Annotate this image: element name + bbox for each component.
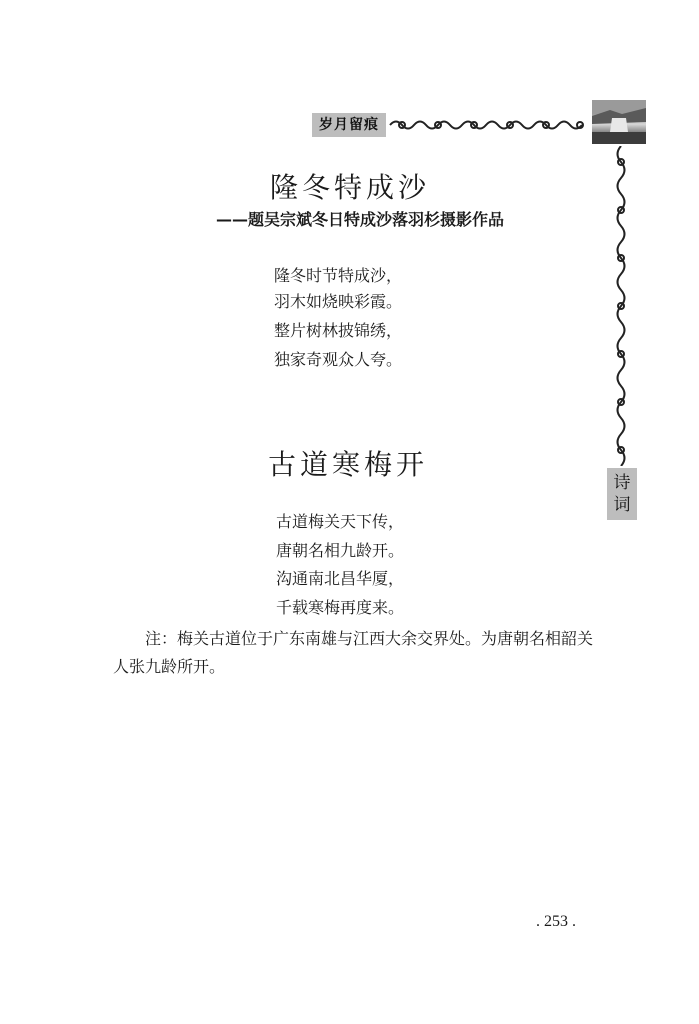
poem-2-line-1: 古道梅关天下传， — [276, 512, 405, 531]
waterfall-photo — [592, 100, 646, 144]
poem-1-subtitle: ——题吴宗斌冬日特成沙落羽杉摄影作品 — [215, 210, 504, 229]
side-tag-poetry — [607, 468, 637, 520]
poem-1-line-4: 独家奇观众人夸。 — [274, 350, 403, 369]
page-number: . 253 . — [536, 913, 576, 930]
poem-2-line-4: 千载寒梅再度来。 — [276, 598, 405, 617]
footnote: 注：梅关古道位于广东南雄与江西大余交界处。为唐朝名相韶关人张九龄所开。 — [113, 629, 594, 676]
poem-2-title: 古道寒梅开 — [267, 448, 428, 481]
section-tag: 岁月留痕 — [312, 113, 386, 137]
poem-1-title: 隆冬特成沙 — [269, 171, 430, 204]
poem-1-line-3: 整片树林披锦绣， — [274, 321, 403, 340]
side-tag-char-1: 诗 — [613, 473, 631, 493]
side-scroll-ornament — [612, 146, 630, 466]
poem-2-line-3: 沟通南北昌华厦， — [276, 569, 405, 588]
side-tag-char-2: 词 — [613, 495, 631, 515]
poem-1-line-2: 羽木如烧映彩霞。 — [274, 292, 403, 311]
header-scroll-ornament — [388, 116, 588, 134]
poem-1-line-1: 隆冬时节特成沙， — [274, 266, 403, 285]
poem-2-line-2: 唐朝名相九龄开。 — [276, 541, 405, 560]
